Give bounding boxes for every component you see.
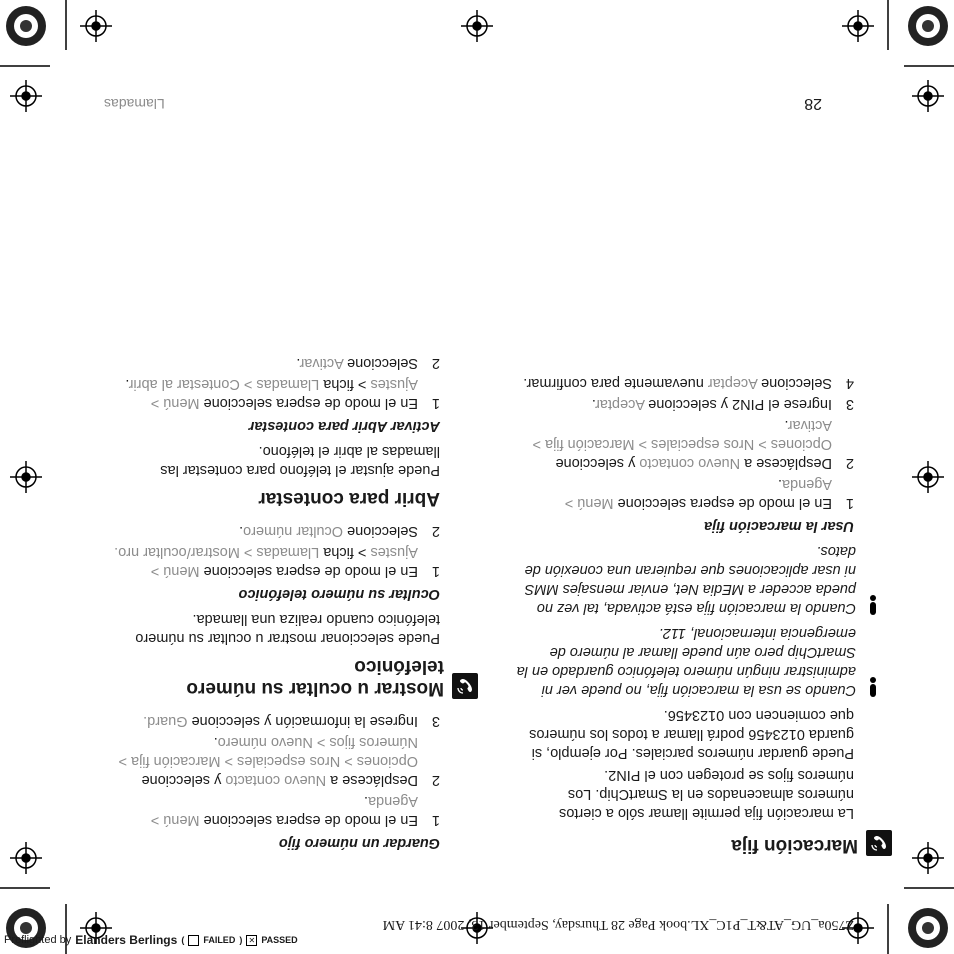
step-item [514,373,854,392]
menu-path-text: > [754,436,771,452]
menu-path-text: Llamadas [256,544,320,560]
step-text-part: En el modo de espera seleccione [199,812,418,828]
menu-path-text: Menú [163,563,200,579]
step-text [110,732,418,789]
step-number: 1 [845,495,854,511]
menu-path-text: Nuevo número [217,734,313,750]
step-number: 1 [431,812,440,828]
failed-checkbox [188,935,199,946]
call-icon [866,830,892,856]
preflight-stamp [4,933,298,947]
step-number: 3 [431,713,440,729]
step-text-part: Ingrese la información y seleccione [187,713,418,729]
step-item [110,791,440,829]
menu-path-text: > [634,436,652,452]
menu-path-text: Activar [300,355,344,371]
menu-path-text: Marcación fija [131,753,221,769]
step-number: 4 [845,375,854,391]
note-2: Cuando la marcación fija está activada, tal vez no pueda acceder a MEdia Net, enviar mensajes MMS ni usar aplicaciones que requieran una conexión de datos. [514,541,882,617]
step-number: 1 [431,563,440,579]
intro-paragraph-2: Puede guardar números parciales. Por ejemplo, si guarda 0123456 podrá llamar a todos los números que comiencen con 0123456. [529,707,854,761]
menu-path-text: > [312,734,330,750]
step-text-part: . [363,793,368,809]
step-number: 2 [431,523,440,539]
menu-path-text: > [150,812,164,828]
page-header [104,94,844,112]
step-text-part: > ficha [319,544,371,560]
menu-path-text: Nuevo contacto [639,455,741,471]
menu-path-text: > [564,495,578,511]
step-number: 1 [431,395,440,411]
step-text-part: y seleccione [141,772,226,788]
menu-path-text: Menú [577,495,614,511]
paren-open: ( [181,935,185,945]
step-text [514,415,832,472]
menu-path-text: > [532,436,546,452]
step-item [514,474,854,512]
step-text [592,394,832,413]
heading-mostrar-ocultar: Mostrar u ocultar su número telefónico [110,655,478,699]
menu-path-text: Llamadas [256,376,320,392]
step-text-part: . [213,734,218,750]
steps-guardar [110,711,440,829]
intro-paragraph-1: La marcación fija permite llamar sólo a ciertos números almacenados en la SmartChip. Los números fijos se protegen con el PIN2. [559,767,854,821]
menu-path-text: Agenda [368,793,418,809]
step-text-part: Seleccione [343,355,418,371]
step-text [239,521,418,540]
step-text [110,791,418,829]
menu-path-text: Ajustes [370,376,418,392]
step-number: 2 [431,772,440,788]
subheading-usar: Usar la marcación fija [704,518,854,534]
menu-path-text: > [220,753,238,769]
menu-path-text: Ocultar número [243,523,344,539]
step-item [110,732,440,789]
step-item [110,521,440,540]
step-text-part: . [591,396,596,412]
call-icon [452,673,478,699]
menu-path-text: Guard. [143,713,188,729]
steps-ocultar [110,521,440,580]
step-text [514,474,832,512]
step-text-part: En el modo de espera seleccione [199,563,418,579]
menu-path-text: Aceptar [707,375,758,391]
passed-label: PASSED [261,935,298,945]
step-text-part: y seleccione [555,455,640,471]
subheading-guardar: Guardar un número fijo [278,835,440,851]
print-info: Z750a_UG_AT&T_P1C_XL.book Page 28 Thursday, September 13, 2007 8:41 AM [382,917,854,932]
menu-path-text: Mostrar/ocultar nro. [114,544,240,560]
step-text [523,373,832,392]
menu-path-text: Números fijos [329,734,418,750]
step-text [110,542,418,580]
column-guardar-mostrar-abrir [110,351,444,858]
steps-usar [514,373,854,512]
menu-path-text: Contestar al abrir [129,376,240,392]
paragraph-mostrar: Puede seleccionar mostrar u ocultar su número telefónico cuando realiza una llamada. [135,611,440,646]
menu-path-text: Activar [788,417,832,433]
preflight-label: Preflighted by [4,934,72,946]
step-text-part: Desplácese a [326,772,418,788]
step-text-part: . [239,523,244,539]
step-text-part: . [296,355,301,371]
subheading-activar: Activar Abrir para contestar [248,418,440,434]
steps-activar [110,353,440,412]
menu-path-text: > [239,376,257,392]
paragraph-abrir: Puede ajustar el teléfono para contestar las llamadas al abrir el teléfono. [160,443,440,478]
step-item [110,353,440,372]
step-item [514,394,854,413]
step-text-part: En el modo de espera seleccione [613,495,832,511]
step-number: 2 [431,355,440,371]
step-text-part: Seleccione [343,523,418,539]
step-text-part: En el modo de espera seleccione [199,395,418,411]
menu-path-text: > [118,753,132,769]
note-1: Cuando se usa la marcación fija, no puede ver ni administrar ningún número telefónico guardado en la SmartChip pero aún puede llamar al número de emergencia internacional, 112. [514,623,882,699]
step-text [143,711,418,730]
menu-path-text: Agenda [782,476,832,492]
menu-path-text: > [150,563,164,579]
step-item [110,711,440,730]
menu-path-text: Ajustes [370,544,418,560]
step-text-part: > ficha [319,376,371,392]
step-number: 3 [845,396,854,412]
menu-path-text: Nuevo contacto [225,772,327,788]
subheading-ocultar: Ocultar su número telefónico [238,586,440,602]
menu-path-text: Nros especiales [651,436,755,452]
elanders-logo: Elanders Berlings [75,933,178,947]
page-number: 28 [804,95,822,112]
menu-path-text: Marcación fija [545,436,635,452]
section-title: Llamadas [104,96,165,112]
exclamation-icon [864,541,882,617]
step-text [110,374,418,412]
heading-abrir-contestar: Abrir para contestar [258,488,440,509]
paren-close: ) [239,935,243,945]
step-text-part: . [777,476,782,492]
menu-path-text: Opciones [356,753,418,769]
step-item [110,542,440,580]
failed-label: FAILED [203,935,236,945]
menu-path-text: Aceptar [595,396,645,412]
menu-path-text: Menú [163,395,200,411]
step-number: 2 [845,455,854,471]
step-text-part: Seleccione [757,375,832,391]
menu-path-text: > [239,544,257,560]
menu-path-text: > [150,395,164,411]
step-text [296,353,418,372]
step-item [514,415,854,472]
column-marcacion-fija [514,371,858,858]
exclamation-icon [864,623,882,699]
step-item [110,374,440,412]
passed-checkbox: ✕ [246,935,257,946]
step-text-part: Desplácese a [740,455,832,471]
step-text-part: . [125,376,130,392]
menu-path-text: Menú [163,812,200,828]
step-text-part: . [784,417,789,433]
step-text-part: nuevamente para confirmar. [523,375,708,391]
menu-path-text: Nros especiales [237,753,341,769]
menu-path-text: Opciones [770,436,832,452]
step-text-part: Ingrese el PIN2 y seleccione [645,396,832,412]
heading-marcacion-fija: Marcación fija [514,830,892,856]
menu-path-text: > [340,753,357,769]
